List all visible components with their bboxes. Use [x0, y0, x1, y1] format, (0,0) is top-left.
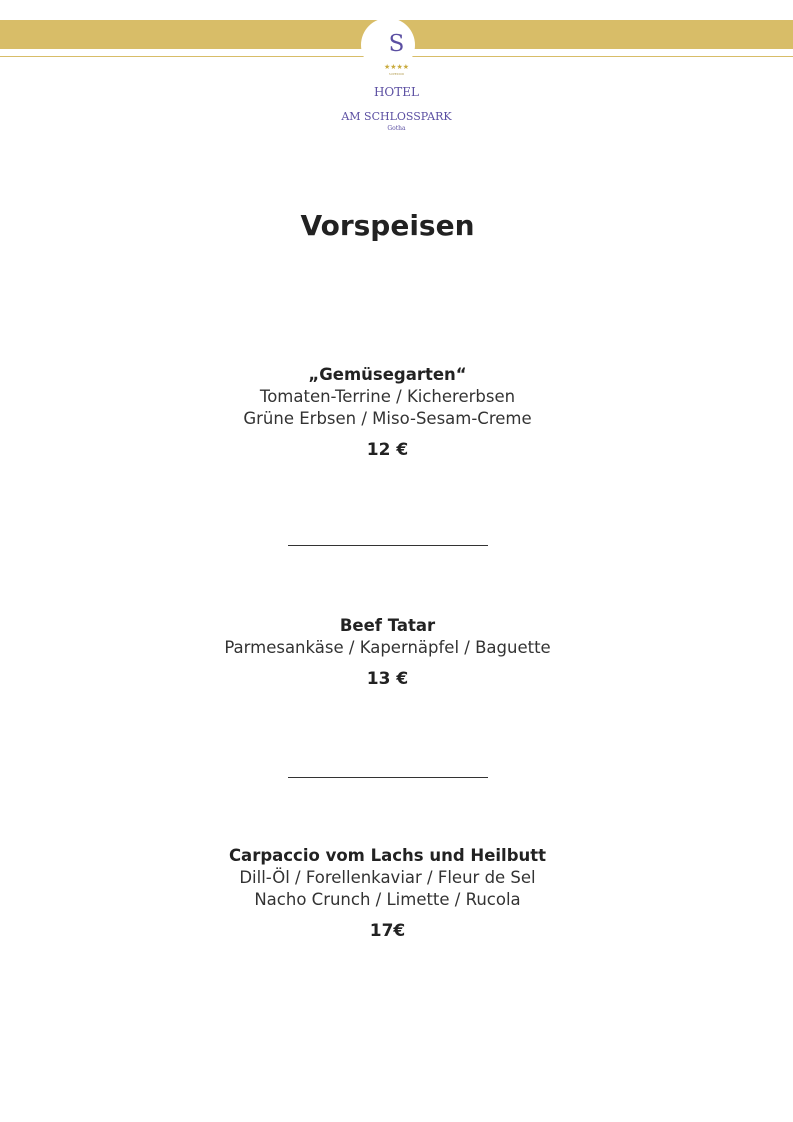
- dish-price: 12 €: [366, 440, 409, 460]
- dish-price: 13 €: [366, 669, 409, 689]
- dish-carpaccio: [0, 845, 775, 942]
- dish-price: 17€: [369, 921, 406, 941]
- section-divider: [288, 777, 488, 778]
- dish-gemuesegarten: [0, 364, 775, 461]
- page-title: Vorspeisen: [300, 209, 475, 242]
- dish-description-line: Dill-Öl / Forellenkaviar / Fleur de Sel: [239, 868, 536, 887]
- hotel-rating-stars-icon: ★★★★: [383, 63, 410, 71]
- hotel-logo-name: AM SCHLOSSPARK: [341, 110, 452, 123]
- dish-name: „Gemüsegarten“: [308, 365, 467, 384]
- dish-description-line: Tomaten-Terrine / Kichererbsen: [259, 387, 516, 406]
- dish-description-line: Grüne Erbsen / Miso-Sesam-Creme: [243, 409, 532, 428]
- hotel-logo-city: Gotha: [387, 125, 406, 132]
- section-divider: [288, 545, 488, 546]
- hotel-logo-hotel: HOTEL: [373, 85, 420, 99]
- dish-name: Beef Tatar: [339, 616, 436, 635]
- dish-beef-tatar: [0, 615, 775, 690]
- dish-description-line: Parmesankäse / Kapernäpfel / Baguette: [224, 638, 551, 657]
- dish-name: Carpaccio vom Lachs und Heilbutt: [228, 846, 547, 865]
- hotel-logo-letter: S: [388, 31, 405, 57]
- dish-description-line: Nacho Crunch / Limette / Rucola: [254, 890, 521, 909]
- hotel-logo-superior: SUPERIOR: [388, 72, 405, 76]
